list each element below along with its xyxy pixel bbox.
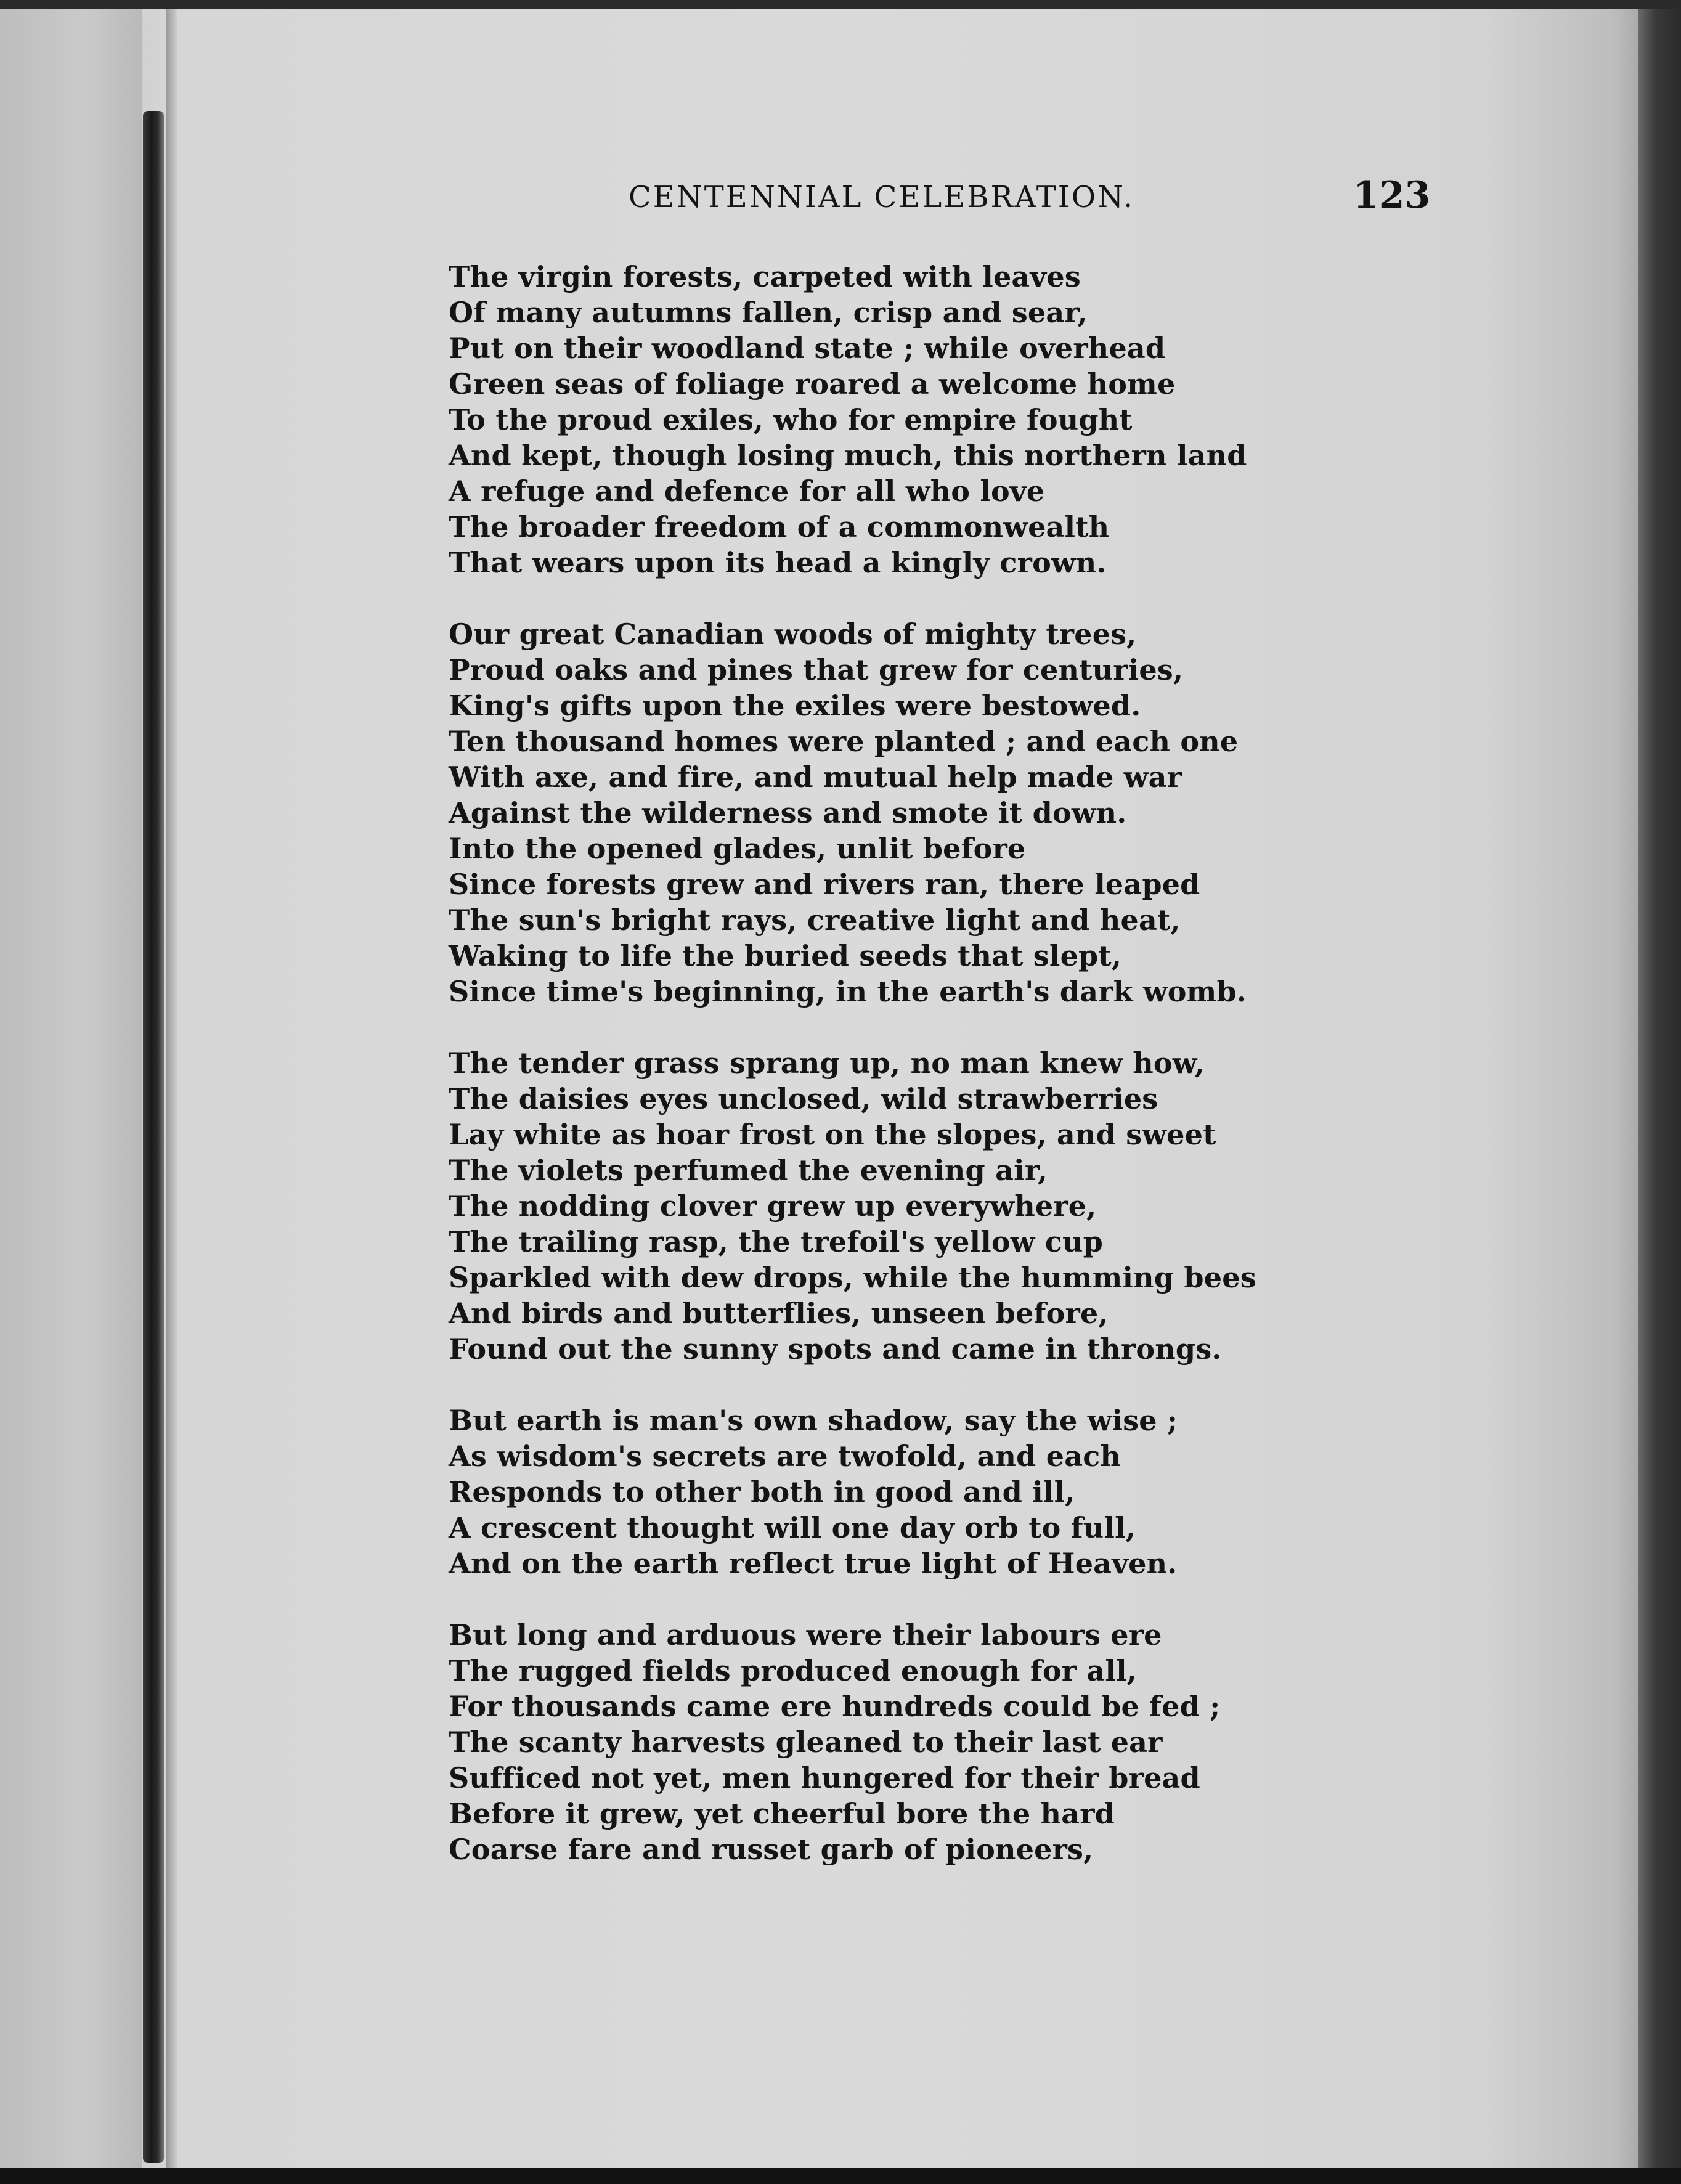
poem-line: To the proud exiles, who for empire fought — [449, 403, 1133, 436]
poem-line: And birds and butterflies, unseen before, — [449, 1297, 1109, 1330]
poem-line: Sufficed not yet, men hungered for their bread — [449, 1761, 1200, 1795]
poem-line: Waking to life the buried seeds that slept, — [449, 939, 1122, 972]
stanza — [449, 1045, 1274, 1367]
poem-line: Lay white as hoar frost on the slopes, and sweet — [449, 1118, 1216, 1151]
poem-line: Green seas of foliage roared a welcome home — [449, 367, 1176, 401]
stanza — [449, 1617, 1274, 1867]
scan-top-border — [0, 0, 1681, 9]
scan-bottom-border — [0, 2168, 1681, 2184]
poem-line: The daisies eyes unclosed, wild strawberries — [449, 1082, 1158, 1115]
poem-line: For thousands came ere hundreds could be fed ; — [449, 1690, 1221, 1723]
poem-line: But earth is man's own shadow, say the wise ; — [449, 1404, 1178, 1437]
poem-line: Our great Canadian woods of mighty trees, — [449, 617, 1137, 651]
stanza — [449, 259, 1274, 581]
poem-body — [449, 259, 1274, 1903]
poem-line: Before it grew, yet cheerful bore the hard — [449, 1797, 1115, 1830]
poem-line: The sun's bright rays, creative light and heat, — [449, 903, 1181, 937]
poem-line: Proud oaks and pines that grew for centuries, — [449, 653, 1184, 687]
poem-line: But long and arduous were their labours ere — [449, 1618, 1162, 1652]
poem-line: The nodding clover grew up everywhere, — [449, 1189, 1097, 1223]
poem-line: The trailing rasp, the trefoil's yellow cup — [449, 1225, 1104, 1258]
poem-line: The broader freedom of a commonwealth — [449, 510, 1110, 544]
poem-line: A refuge and defence for all who love — [449, 475, 1045, 508]
poem-line: Of many autumns fallen, crisp and sear, — [449, 296, 1088, 329]
poem-line: Sparkled with dew drops, while the humming bees — [449, 1261, 1256, 1294]
poem-line: Put on their woodland state ; while overhead — [449, 332, 1166, 365]
poem-line: Ten thousand homes were planted ; and each one — [449, 725, 1239, 758]
book-spine — [143, 111, 164, 2163]
poem-line: Found out the sunny spots and came in throngs. — [449, 1332, 1222, 1366]
poem-line: A crescent thought will one day orb to full, — [449, 1511, 1136, 1544]
poem-line: Coarse fare and russet garb of pioneers, — [449, 1833, 1094, 1866]
poem-line: The scanty harvests gleaned to their last ear — [449, 1726, 1163, 1759]
facing-page-edge — [0, 0, 142, 2184]
stanza — [449, 1403, 1274, 1581]
spine-highlight — [166, 0, 177, 2184]
page-number: 123 — [1353, 174, 1431, 217]
poem-line: And on the earth reflect true light of Heaven. — [449, 1547, 1178, 1580]
poem-line: With axe, and fire, and mutual help made war — [449, 760, 1182, 794]
poem-line: Responds to other both in good and ill, — [449, 1475, 1075, 1509]
poem-line: The tender grass sprang up, no man knew how, — [449, 1046, 1205, 1080]
poem-line: Into the opened glades, unlit before — [449, 832, 1026, 865]
running-head-title: CENTENNIAL CELEBRATION. — [629, 180, 1135, 214]
poem-line: Against the wilderness and smote it down. — [449, 796, 1127, 829]
poem-line: That wears upon its head a kingly crown. — [449, 546, 1107, 579]
poem-line: The virgin forests, carpeted with leaves — [449, 260, 1081, 293]
poem-line: The rugged fields produced enough for all, — [449, 1654, 1137, 1687]
poem-line: And kept, though losing much, this northern land — [449, 439, 1247, 472]
poem-line: As wisdom's secrets are twofold, and each — [449, 1440, 1121, 1473]
page-right-edge — [1638, 0, 1681, 2184]
stanza — [449, 616, 1274, 1009]
poem-line: King's gifts upon the exiles were bestowed. — [449, 689, 1141, 722]
poem-line: Since forests grew and rivers ran, there leaped — [449, 868, 1200, 901]
poem-line: Since time's beginning, in the earth's dark womb. — [449, 975, 1247, 1008]
poem-line: The violets perfumed the evening air, — [449, 1154, 1048, 1187]
